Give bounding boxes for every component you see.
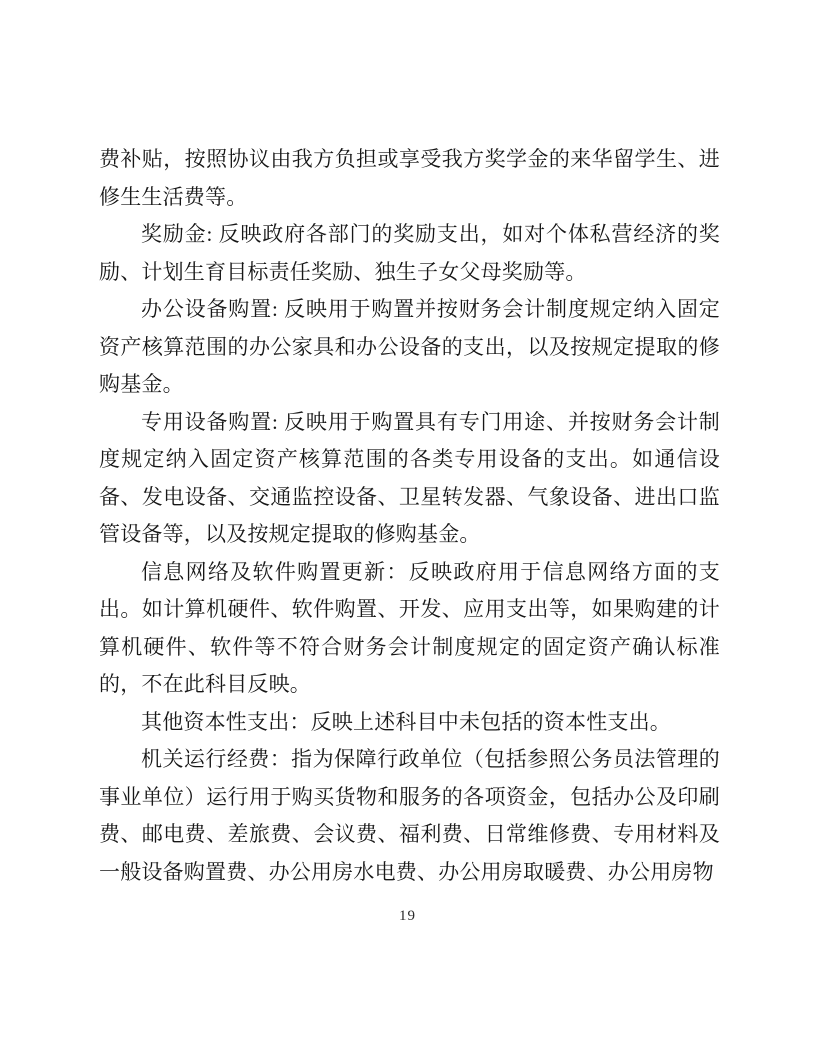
text-line: 专用设备购置: 反映用于购置具有专门用途、并按财务会计制 <box>141 409 720 434</box>
text-line: 备、发电设备、交通监控设备、卫星转发器、气象设备、进出口监 <box>99 484 720 509</box>
text-line: 事业单位）运行用于购买货物和服务的各项资金，包括办公及印刷 <box>99 784 720 809</box>
text-line: 其他资本性支出：反映上述科目中未包括的资本性支出。 <box>141 709 671 734</box>
text-line: 出。如计算机硬件、软件购置、开发、应用支出等，如果购建的计 <box>99 597 720 621</box>
text-line: 资产核算范围的办公家具和办公设备的支出，以及按规定提取的修 <box>99 334 720 359</box>
text-line: 费、邮电费、差旅费、会议费、福利费、日常维修费、专用材料及 <box>99 822 720 846</box>
paragraph <box>99 554 720 704</box>
paragraph <box>99 404 720 554</box>
text-line: 费补贴，按照协议由我方负担或享受我方奖学金的来华留学生、进 <box>99 147 720 171</box>
page-number: 19 <box>399 908 416 924</box>
text-line: 度规定纳入固定资产核算范围的各类专用设备的支出。如通信设 <box>99 447 720 471</box>
paragraph <box>99 291 720 404</box>
text-line: 修生生活费等。 <box>99 184 248 209</box>
text-line: 机关运行经费：指为保障行政单位（包括参照公务员法管理的 <box>141 747 720 771</box>
text-line: 购基金。 <box>99 372 184 396</box>
text-line: 信息网络及软件购置更新：反映政府用于信息网络方面的支 <box>141 559 720 584</box>
text-line: 办公设备购置: 反映用于购置并按财务会计制度规定纳入固定 <box>141 297 720 321</box>
text-line: 算机硬件、软件等不符合财务会计制度规定的固定资产确认标准 <box>99 634 720 659</box>
text-line: 的，不在此科目反映。 <box>99 672 311 696</box>
paragraph <box>99 141 720 216</box>
text-line: 一般设备购置费、办公用房水电费、办公用房取暖费、办公用房物 <box>99 859 714 884</box>
document-body <box>99 141 720 891</box>
text-line: 管设备等，以及按规定提取的修购基金。 <box>99 522 481 546</box>
paragraph <box>99 704 720 742</box>
paragraph <box>99 216 720 291</box>
text-line: 励、计划生育目标责任奖励、独生子女父母奖励等。 <box>99 259 587 284</box>
text-line: 奖励金: 反映政府各部门的奖励支出，如对个体私营经济的奖 <box>141 222 720 246</box>
paragraph <box>99 741 720 891</box>
